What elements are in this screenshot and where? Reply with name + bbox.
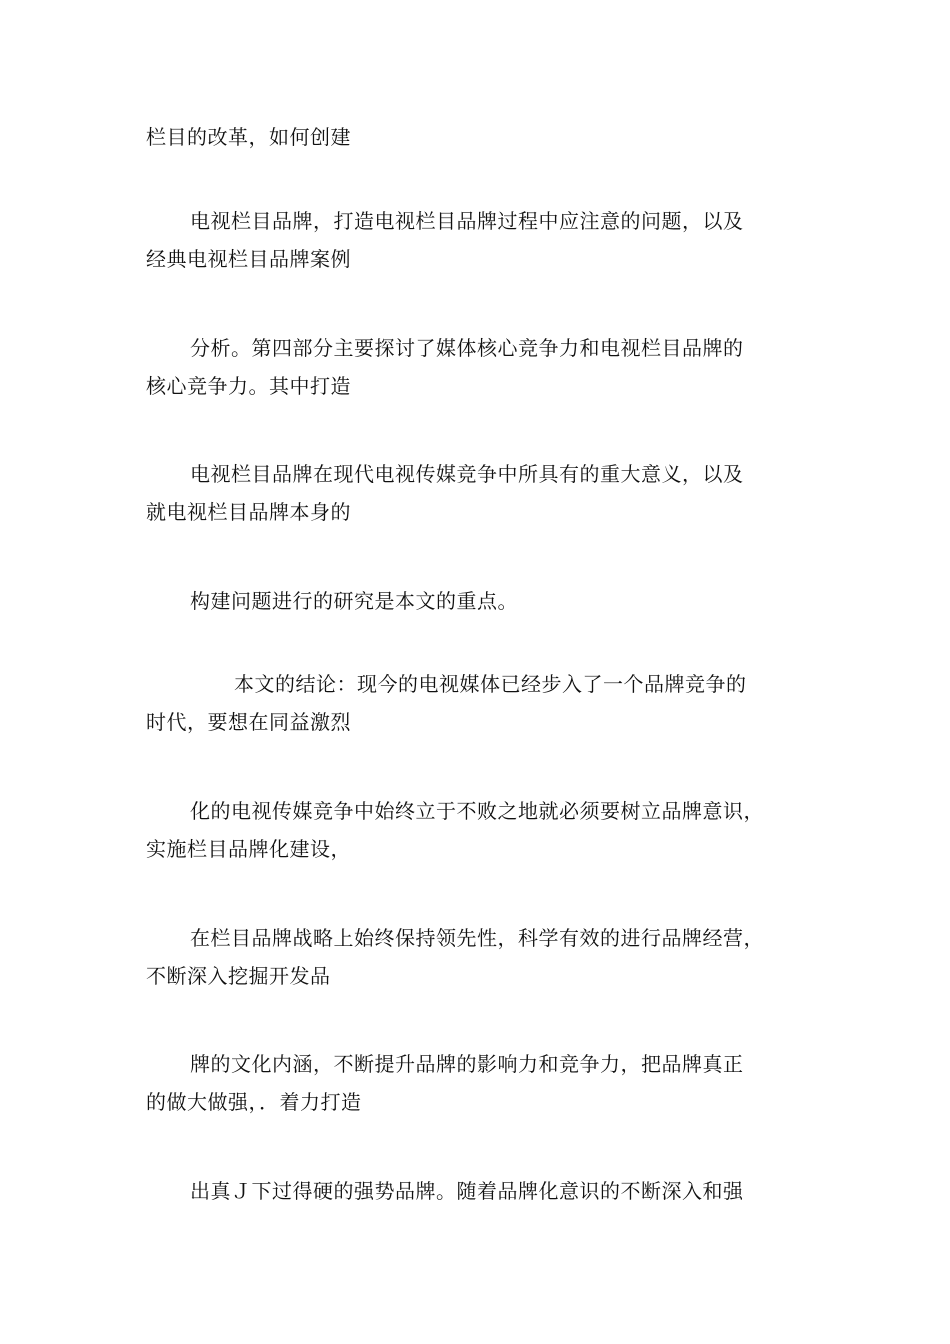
text-line: 时代，要想在同益激烈 bbox=[146, 710, 351, 734]
text-line: 实施栏目品牌化建设， bbox=[146, 837, 351, 861]
text-line: 的做大做强，．着力打造 bbox=[146, 1090, 362, 1114]
text-line: 就电视栏目品牌本身的 bbox=[146, 500, 351, 524]
paragraph bbox=[146, 582, 818, 620]
paragraph bbox=[146, 1045, 818, 1121]
text-line: 构建问题进行的研究是本文的重点。 bbox=[190, 589, 518, 613]
paragraph bbox=[146, 118, 818, 156]
text-line: 核心竞争力。其中打造 bbox=[146, 374, 351, 398]
paragraph bbox=[146, 202, 818, 278]
text-line: 电视栏目品牌，打造电视栏目品牌过程中应注意的问题，以及 bbox=[190, 209, 744, 233]
paragraph bbox=[146, 1172, 818, 1210]
text-line: 经典电视栏目品牌案例 bbox=[146, 247, 351, 271]
text-line: 不断深入挖掘开发品 bbox=[146, 964, 331, 988]
text-line: 出真Ｊ下过得硬的强势品牌。随着品牌化意识的不断深入和强 bbox=[190, 1179, 744, 1203]
text-line: 电视栏目品牌在现代电视传媒竞争中所具有的重大意义，以及 bbox=[190, 462, 744, 486]
text-line: 在栏目品牌战略上始终保持领先性，科学有效的进行品牌经营， bbox=[190, 926, 764, 950]
paragraph bbox=[146, 919, 818, 995]
text-line: 化的电视传媒竞争中始终立于不败之地就必须要树立品牌意识， bbox=[190, 799, 764, 823]
paragraph bbox=[146, 792, 818, 868]
text-line: 栏目的改革，如何创建 bbox=[146, 125, 351, 149]
text-line: 分析。第四部分主要探讨了媒体核心竞争力和电视栏目品牌的 bbox=[190, 336, 744, 360]
paragraph bbox=[146, 329, 818, 405]
text-line: 牌的文化内涵，不断提升品牌的影响力和竞争力，把品牌真正 bbox=[190, 1052, 744, 1076]
paragraph bbox=[146, 455, 818, 531]
paragraph bbox=[146, 665, 818, 741]
text-line: 本文的结论：现今的电视媒体已经步入了一个品牌竞争的 bbox=[234, 672, 747, 696]
